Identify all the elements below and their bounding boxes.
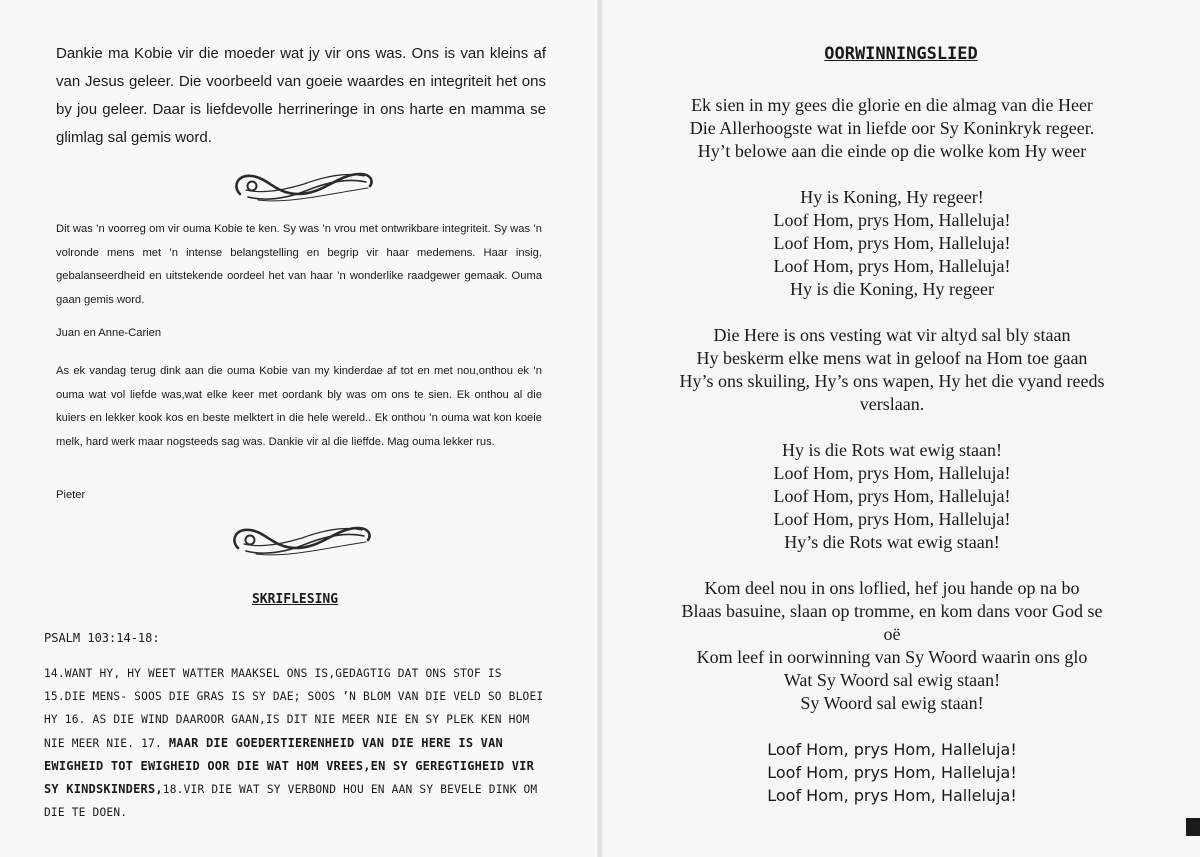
song-title: OORWINNINGSLIED (824, 44, 978, 64)
lyric-line: Ek sien in my gees die glorie en die almag van die Heer (691, 95, 1093, 115)
lyric-line: Die Allerhoogste wat in liefde oor Sy Koninkryk regeer. (689, 118, 1095, 138)
tribute-paragraph-3: As ek vandag terug dink aan die ouma Kobie van my kinderdae af tot en met nou,onthou ek ’n ouma wat vol liefde was,wat elke keer met oordank bly was om ons te sien. Ek onthou al die kuiers en lekker kook kos en beste melktert in die hele wereld.. Ek onthou ’n ouma wat kon koeie melk, hard werk maar nogsteeds sag was. Dankie vir al die lieffde. Mag ouma lekker rus. (56, 365, 542, 448)
psalm-reference: PSALM 103:14-18: (44, 631, 160, 645)
lyric-line: Loof Hom, prys Hom, Halleluja! (767, 763, 1017, 782)
lyric-line: Loof Hom, prys Hom, Halleluja! (767, 786, 1017, 805)
lyric-line: oë (883, 624, 901, 644)
stanza (652, 94, 1132, 163)
lyric-line: Hy’t belowe aan die einde op die wolke kom Hy weer (697, 141, 1087, 161)
psalm-text (44, 662, 544, 824)
song-lyrics (652, 94, 1132, 807)
lyric-line: Hy is Koning, Hy regeer! (800, 187, 984, 207)
stanza (652, 439, 1132, 554)
lyric-line: Hy’s die Rots wat ewig staan! (784, 532, 1000, 552)
lyric-line: Loof Hom, prys Hom, Halleluja! (773, 210, 1011, 230)
lyric-line: Hy is die Koning, Hy regeer (790, 279, 994, 299)
page-gutter (597, 0, 603, 857)
lyric-line: Loof Hom, prys Hom, Halleluja! (773, 509, 1011, 529)
lyric-line: Hy beskerm elke mens wat in geloof na Hom toe gaan (696, 348, 1088, 368)
tribute-paragraph-2: Dit was ’n voorreg om vir ouma Kobie te ken. Sy was ’n vrou met ontwrikbare integriteit. Sy was ’n volronde mens met ’n intense belangstelling en begrip vir haar medemens. Haar insig, gebalanseerdheid en uitstekende oordeel het van haar ’n wonderlike raadgewer gemaak. Ouma gaan gemis word. (56, 223, 542, 306)
stanza (652, 324, 1132, 416)
psalm-text-part-3: 18.VIR DIE WAT SY VERBOND HOU EN AAN SY BEVELE DINK OM DIE TE DOEN. (44, 783, 538, 820)
flourish-divider-top (228, 164, 378, 208)
lyric-line: Loof Hom, prys Hom, Halleluja! (767, 740, 1017, 759)
lyric-line: Hy’s ons skuiling, Hy’s ons wapen, Hy het die vyand reeds (679, 371, 1105, 391)
stanza (652, 738, 1132, 807)
stanza (652, 186, 1132, 301)
signature-pieter: Pieter (56, 489, 86, 501)
psalm-text-emphasis: MAAR DIE GOEDERTIERENHEID VAN DIE HERE IS VAN EWIGHEID TOT EWIGHEID OOR DIE WAT HOM VREES,EN SY GEREGTIGHEID VIR SY KINDSKINDERS, (44, 735, 535, 797)
scripture-reading-title: SKRIFLESING (251, 592, 339, 607)
signature-juan-anne-carien: Juan en Anne-Carien (56, 327, 162, 339)
lyric-line: Loof Hom, prys Hom, Halleluja! (773, 486, 1011, 506)
lyric-line: Loof Hom, prys Hom, Halleluja! (773, 463, 1011, 483)
flourish-divider-bottom (226, 518, 376, 562)
lyric-line: Kom deel nou in ons loflied, hef jou hande op na bo (704, 578, 1080, 598)
lyric-line: verslaan. (859, 394, 925, 414)
tribute-paragraph-1: Dankie ma Kobie vir die moeder wat jy vir ons was. Ons is van kleins af van Jesus geleer. Die voorbeeld van goeie waardes en integriteit het ons by jou geleer. Daar is liefdevolle herrineringe in ons harte en mamma se glimlag sal gemis word. (56, 45, 546, 146)
stanza (652, 577, 1132, 715)
lyric-line: Hy is die Rots wat ewig staan! (782, 440, 1002, 460)
lyric-line: Wat Sy Woord sal ewig staan! (783, 670, 1001, 690)
lyric-line: Sy Woord sal ewig staan! (800, 693, 984, 713)
lyric-line: Blaas basuine, slaan op tromme, en kom dans voor God se (681, 601, 1103, 621)
psalm-text-part-1: 14.WANT HY, HY WEET WATTER MAAKSEL ONS IS,GEDAGTIG DAT ONS STOF IS 15.DIE MENS- SOOS DIE GRAS IS SY DAE; SOOS ’N BLOM VAN DIE VELD SO BLOEI HY 16. AS DIE WIND DAAROOR GAAN,IS DIT NIE MEER NIE EN SY PLEK KEN HOM NIE MEER NIE. 17. (44, 667, 544, 750)
lyric-line: Kom leef in oorwinning van Sy Woord waarin ons glo (696, 647, 1088, 667)
lyric-line: Loof Hom, prys Hom, Halleluja! (773, 256, 1011, 276)
lyric-line: Loof Hom, prys Hom, Halleluja! (773, 233, 1011, 253)
lyric-line: Die Here is ons vesting wat vir altyd sal bly staan (713, 325, 1071, 345)
scan-edge-mark (1186, 818, 1200, 836)
